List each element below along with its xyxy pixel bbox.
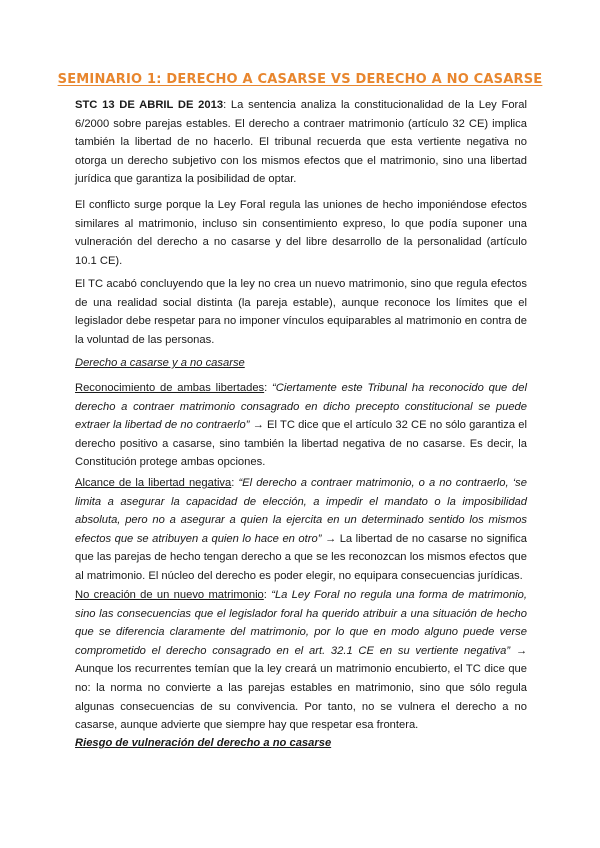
alcance-quote: “El derecho a contraer matrimonio, o a no contraerlo, ‘se limita a asegurar la capacidad de elección, a impedir el mandato o la imposibilidad absoluta, pero no a asegurar a quien la ejercita en un determinado sentido los mismos efectos que se atribuyen a quien lo hace en otro” <box>75 477 527 545</box>
reconocimiento-label: Reconocimiento de ambas libertades <box>75 382 265 394</box>
paragraph-stc <box>75 96 527 189</box>
no-creacion-label: No creación de un nuevo matrimonio <box>75 589 264 601</box>
alcance-sep: : <box>231 477 239 489</box>
stc-date-lead: STC 13 DE ABRIL DE 2013 <box>75 99 224 111</box>
alcance-label: Alcance de la libertad negativa <box>75 477 232 489</box>
paragraph-no-creacion <box>75 586 527 735</box>
section-heading-riesgo: Riesgo de vulneración del derecho a no casarse <box>75 737 332 749</box>
no-creacion-text: → Aunque los recurrentes temían que la ley creará un matrimonio encubierto, el TC dice que no: la norma no convierte a las parejas estables en matrimonio, sino que sólo regula algunas consecuencias de su convivencia. Por tanto, no se vulnera el derecho a no casarse, aunque advierte que siempre hay que respetar esa frontera. <box>75 644 528 732</box>
section-heading-derecho: Derecho a casarse y a no casarse <box>75 357 245 369</box>
alcance-text: → La libertad de no casarse no significa que las parejas de hecho tengan derecho a que se les reconozcan los mismos efectos que al matrimonio. El núcleo del derecho es poder elegir, no equipara consecuencias jurídicas. <box>75 532 527 582</box>
page-title: SEMINARIO 1: DERECHO A CASARSE VS DERECHO A NO CASARSE <box>57 72 543 87</box>
paragraph-conflict: El conflicto surge porque la Ley Foral regula las uniones de hecho imponiéndose efectos similares al matrimonio, incluso sin consentimiento expreso, lo que podía suponer una vulneración del derecho a no casarse y del libre desarrollo de la personalidad (artículo 10.1 CE). <box>75 199 527 267</box>
no-creacion-quote: “La Ley Foral no regula una forma de matrimonio, sino las consecuencias que el legislador foral ha querido atribuir a una situación de hecho que se diferencia claramente del matrimonio, por lo que en modo alguno puede verse comprometido el derecho consagrado en el art. 32.1 CE en su vertiente negativa” <box>75 589 527 657</box>
paragraph-reconocimiento <box>75 379 527 472</box>
paragraph-alcance <box>75 474 527 586</box>
reconocimiento-sep: : <box>264 382 273 394</box>
paragraph-conclusion: El TC acabó concluyendo que la ley no crea un nuevo matrimonio, sino que regula efectos de una realidad social distinta (la pareja estable), aunque reconoce los límites que el legislador debe respetar para no imponer vínculos equiparables al matrimonio en contra de la voluntad de las personas. <box>75 278 527 346</box>
reconocimiento-text: → El TC dice que el artículo 32 CE no sólo garantiza el derecho positivo a casarse, sino también la libertad negativa de no casarse. Es decir, la Constitución protege ambas opciones. <box>75 419 527 469</box>
stc-text: : La sentencia analiza la constitucionalidad de la Ley Foral 6/2000 sobre parejas estables. El derecho a contraer matrimonio (artículo 32 CE) implica también la libertad de no hacerlo. El tribunal recuerda que esta vertiente negativa no otorga un derecho subjetivo con los mismos efectos que el matrimonio, sino una libertad jurídica que garantiza la posibilidad de optar. <box>75 99 527 186</box>
reconocimiento-quote: “Ciertamente este Tribunal ha reconocido que del derecho a contraer matrimonio consagrado en dicho precepto constitucional se puede extraer la libertad de no contraerlo” <box>75 382 527 432</box>
no-creacion-sep: : <box>263 589 272 601</box>
